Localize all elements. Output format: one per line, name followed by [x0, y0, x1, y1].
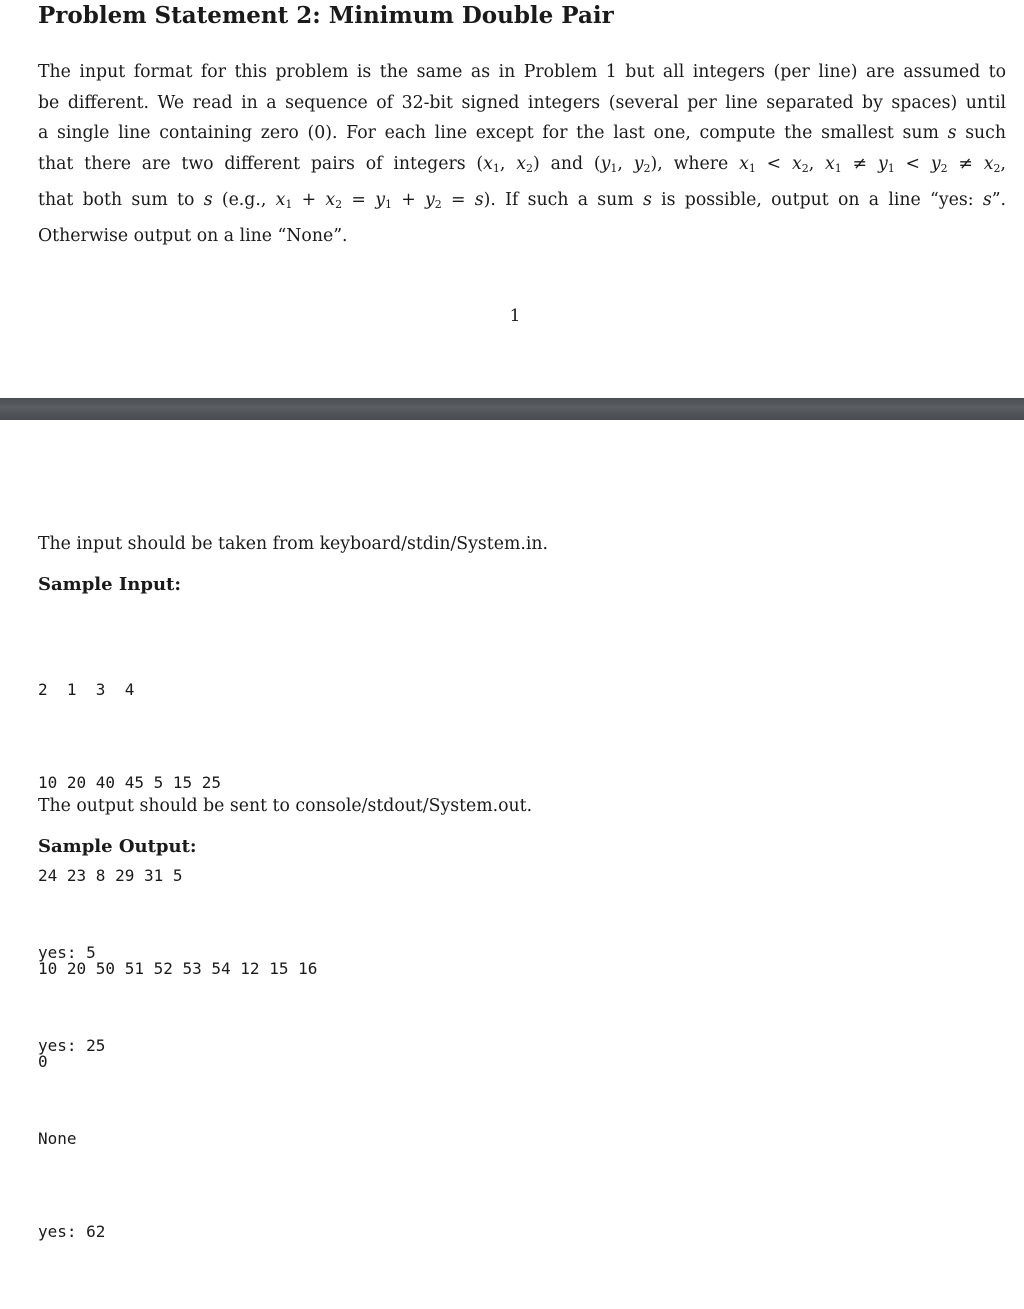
- description-line-3: [38, 118, 1006, 149]
- op-lt-1: <: [755, 154, 792, 175]
- sample-output-line: yes: 25: [38, 1036, 106, 1055]
- output-note: The output should be sent to console/stdout/System.out.: [38, 796, 533, 816]
- line-5-text-e: ”.: [991, 189, 1007, 210]
- sample-input-line: 10 20 40 45 5 15 25: [38, 773, 222, 792]
- description-line-1: The input format for this problem is the same as in Problem 1 but all integers (per line) are assumed to: [38, 62, 1006, 82]
- page-number: 1: [509, 306, 521, 326]
- eq-x2: $x_2$: [325, 189, 343, 211]
- line-4-text-b: ) and (: [533, 154, 601, 175]
- problem-title: Problem Statement 2: Minimum Double Pair: [38, 2, 614, 29]
- sample-input-line: 10 20 50 51 52 53 54 12 15 16: [38, 959, 318, 978]
- sample-input-line: 0: [38, 1052, 48, 1071]
- line-4-text-a: that there are two different pairs of integers (: [38, 154, 484, 175]
- eq-s: s: [474, 189, 484, 210]
- math-s: s: [947, 123, 957, 144]
- description-line-2: be different. We read in a sequence of 32-bit signed integers (several per line separated by spaces) until: [38, 92, 1006, 113]
- cond-x2: $x_2$: [791, 154, 809, 176]
- math-y2: $y_2$: [633, 154, 651, 176]
- sample-output-block: [38, 875, 105, 1309]
- op-eq-1: =: [342, 189, 376, 210]
- cond-x1b: $x_1$: [825, 154, 842, 176]
- line-4-text-c: ), where: [650, 154, 740, 175]
- sample-input-heading: Sample Input:: [38, 574, 181, 595]
- line-3-end: such: [956, 123, 1006, 144]
- math-s-4: s: [982, 189, 992, 210]
- sample-output-line: yes: 5: [38, 943, 96, 962]
- math-s-3: s: [642, 189, 652, 210]
- op-neq-1: ≠: [841, 154, 878, 175]
- math-x2: $x_2$: [516, 154, 533, 176]
- sample-input-line: 24 23 8 29 31 5: [38, 866, 183, 885]
- sample-input-line: 2 1 3 4: [38, 680, 135, 699]
- line-5-text-c: ). If such a sum: [483, 189, 643, 210]
- description-line-4: that there are two different pairs of integers ($x_1$, $x_2$) and ($y_1$, $y_2$), where $x_1 < x_2$, $x_1 \ne y_1 < y_2 \ne x_2$,: [38, 154, 1007, 176]
- op-plus-1: +: [292, 189, 326, 210]
- cond-x1: $x_1$: [739, 154, 756, 176]
- page-divider: [0, 398, 1024, 420]
- math-x1-var: x: [483, 154, 493, 175]
- eq-y1: $y_1$: [375, 189, 392, 211]
- description-line-6: Otherwise output on a line “None”.: [38, 225, 348, 246]
- sample-output-line: yes: 62: [38, 1222, 106, 1241]
- problem-description: [38, 57, 1006, 251]
- eq-x1: $x_1$: [275, 189, 293, 211]
- line-3-text: a single line containing zero (0). For each line except for the last one, compute the smallest sum: [38, 123, 948, 144]
- line-5-text-b: (e.g.,: [212, 189, 276, 210]
- cond-y1: $y_1$: [877, 154, 895, 176]
- sample-output-line: None: [38, 1129, 77, 1148]
- sample-output-heading: Sample Output:: [38, 836, 197, 857]
- page-1: [0, 0, 1024, 398]
- cond-x2b: $x_2$: [983, 154, 1001, 176]
- math-y1: $y_1$: [600, 154, 618, 176]
- page-2: [0, 420, 1024, 1241]
- line-5-text-a: that both sum to: [38, 189, 204, 210]
- description-line-5: that both sum to s (e.g., $x_1 + x_2 = y_1 + y_2 = s$). If such a sum s is possible, output on a line “yes: s”.: [38, 189, 1007, 211]
- cond-x1-var: x: [739, 154, 749, 175]
- line-5-text-d: is possible, output on a line “yes:: [651, 189, 983, 210]
- eq-y2: $y_2$: [424, 189, 442, 211]
- math-s-2: s: [203, 189, 213, 210]
- cond-y2: $y_2$: [930, 154, 948, 176]
- math-x1: $x_1$: [483, 154, 500, 176]
- input-note: The input should be taken from keyboard/stdin/System.in.: [38, 534, 548, 554]
